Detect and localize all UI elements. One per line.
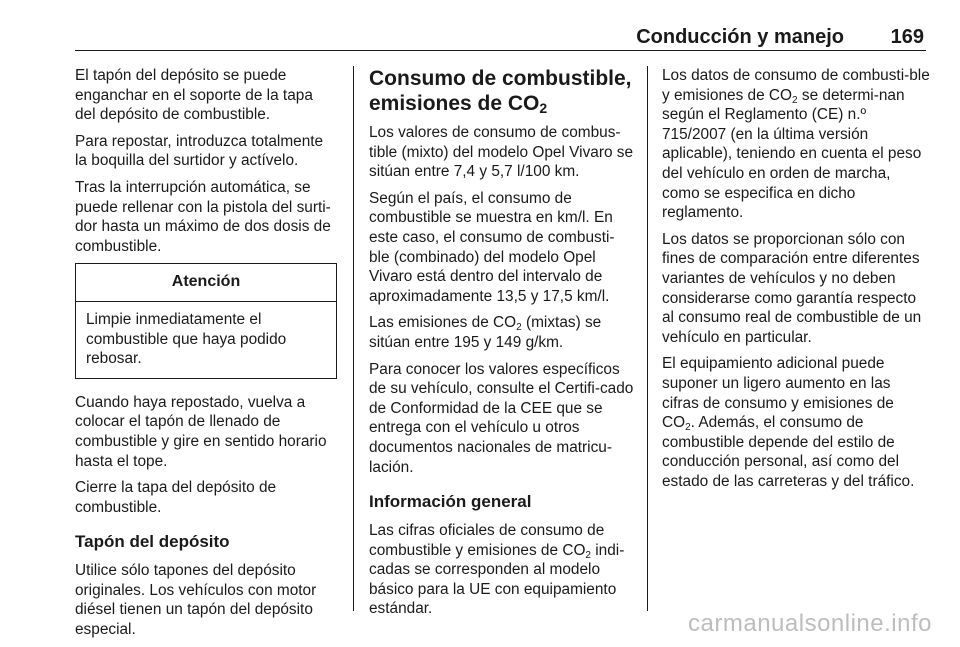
paragraph: Los datos de consumo de combusti-ble y emisiones de $CO_2$ se determi-nan según el Reglamento (CE) n.º 715/2007 (en la última versión aplicable), teniendo en cuenta el peso del vehículo en orden de marcha, como se especifica en dicho reglamento. — [662, 67, 930, 222]
column-middle — [369, 66, 635, 626]
column-divider-left — [353, 66, 354, 611]
heading-general-info: Información general — [369, 492, 532, 512]
paragraph: Para repostar, introduzca totalmente la boquilla del surtidor y actívelo. — [75, 132, 324, 170]
paragraph: Los valores de consumo de combus-tible (mixto) del modelo Opel Vivaro se sitúan entre 7,4 y 5,7 l/100 km. — [369, 124, 634, 181]
heading-fuel-consumption: Consumo de combustible, emisiones de $CO_2$ — [369, 67, 632, 116]
paragraph: Las emisiones de $CO_2$ (mixtas) se sitúan entre 195 y 149 g/km. — [369, 314, 602, 351]
attention-box — [75, 263, 337, 378]
watermark: carmanualsonline.info — [688, 610, 932, 637]
paragraph: Las cifras oficiales de consumo de combustible y emisiones de $CO_2$ indi-cadas se corresponden al modelo básico para la UE con equipamiento estándar. — [369, 522, 625, 618]
attention-title: Atención — [76, 264, 336, 302]
paragraph: Según el país, el consumo de combustible se muestra en km/l. En este caso, el consumo de combusti-ble (combinado) del modelo Opel Vivaro está dentro del intervalo de aproximadamente 13,5 y 17,5 km/l. — [369, 189, 615, 305]
paragraph: Tras la interrupción automática, se puede rellenar con la pistola del surti-dor hasta un máximo de dos dosis de combustible. — [75, 178, 331, 255]
page-header — [75, 20, 926, 51]
page-number: 169 — [890, 26, 924, 48]
paragraph: Utilice sólo tapones del depósito originales. Los vehículos con motor diésel tienen un tapón del depósito especial. — [75, 562, 317, 639]
attention-text: Limpie inmediatamente el combustible que haya podido rebosar. — [86, 310, 287, 368]
heading-fuel-cap: Tapón del depósito — [75, 532, 230, 552]
paragraph: Para conocer los valores específicos de su vehículo, consulte el Certifi-cado de Conformidad de la CEE que se entrega con el vehículo u otros documentos nacionales de matricu-lación. — [369, 360, 634, 476]
paragraph: Los datos se proporcionan sólo con fines de comparación entre diferentes variantes de vehículos y no deben considerarse como garantía respecto al consumo real de combustible de un vehículo en particular. — [662, 230, 922, 346]
column-left — [75, 66, 337, 647]
paragraph: El tapón del depósito se puede enganchar en el soporte de la tapa del depósito de combustible. — [75, 67, 313, 124]
paragraph: Cierre la tapa del depósito de combustible. — [75, 479, 277, 516]
paragraph: El equipamiento adicional puede suponer un ligero aumento en las cifras de consumo y emisiones de $CO_2$. Además, el consumo de combustible depende del estilo de conducción personal, así como del estado de las carreteras y del tráfico. — [662, 355, 915, 490]
section-title: Conducción y manejo — [636, 26, 844, 48]
column-right — [662, 66, 930, 498]
column-divider-right — [647, 66, 648, 611]
paragraph: Cuando haya repostado, vuelva a colocar el tapón de llenado de combustible y gire en sentido horario hasta el tope. — [75, 393, 327, 470]
